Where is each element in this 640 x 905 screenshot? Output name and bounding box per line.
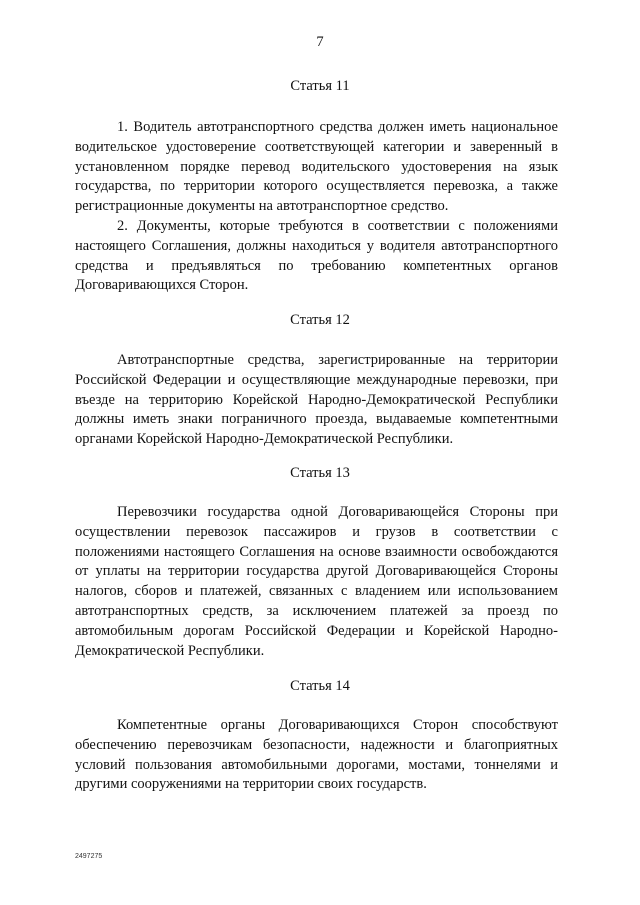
article-13-paragraph-1: Перевозчики государства одной Договаривающейся Стороны при осуществлении перевозок пассажиров и грузов в соответствии с положениями настоящего Соглашения на основе взаимности освобождаются от уплаты на территории государства другой Договаривающейся Стороны налогов, сборов и платежей, связанных с владением или использованием автотранспортных средств, за исключением платежей за проезд по автомобильным дорогам Российской Федерации и Корейской Народно-Демократической Республики. — [75, 504, 558, 659]
article-11-title: Статья 11 — [290, 78, 350, 94]
article-14-paragraph-1: Компетентные органы Договаривающихся Сторон способствуют обеспечению перевозчикам безопасности, надежности и благоприятных условий пользования автомобильными дорогами, мостами, тоннелями и другими сооружениями на территории своих государств. — [75, 717, 558, 793]
article-12-paragraph-1: Автотранспортные средства, зарегистрированные на территории Российской Федерации и осуществляющие международные перевозки, при въезде на территорию Корейской Народно-Демократической Республики должны иметь знаки пограничного проезда, выдаваемые компетентными органами Корейской Народно-Демократической Республики. — [75, 352, 558, 448]
article-11-paragraph-1: 1. Водитель автотранспортного средства должен иметь национальное водительское удостоверение соответствующей категории и заверенный в установленном порядке перевод водительского удостоверения на язык государства, по территории которого осуществляется перевозка, а также регистрационные документы на автотранспортное средство. — [75, 119, 558, 215]
page-number: 7 — [316, 34, 324, 50]
document-code: 2497275 — [75, 853, 103, 860]
article-12-title: Статья 12 — [290, 312, 350, 328]
article-14-title: Статья 14 — [290, 678, 350, 694]
article-11-paragraph-2: 2. Документы, которые требуются в соответствии с положениями настоящего Соглашения, должны находиться у водителя автотранспортного средства и предъявляться по требованию компетентных органов Договаривающихся Сторон. — [75, 218, 558, 294]
article-13-title: Статья 13 — [290, 465, 350, 481]
